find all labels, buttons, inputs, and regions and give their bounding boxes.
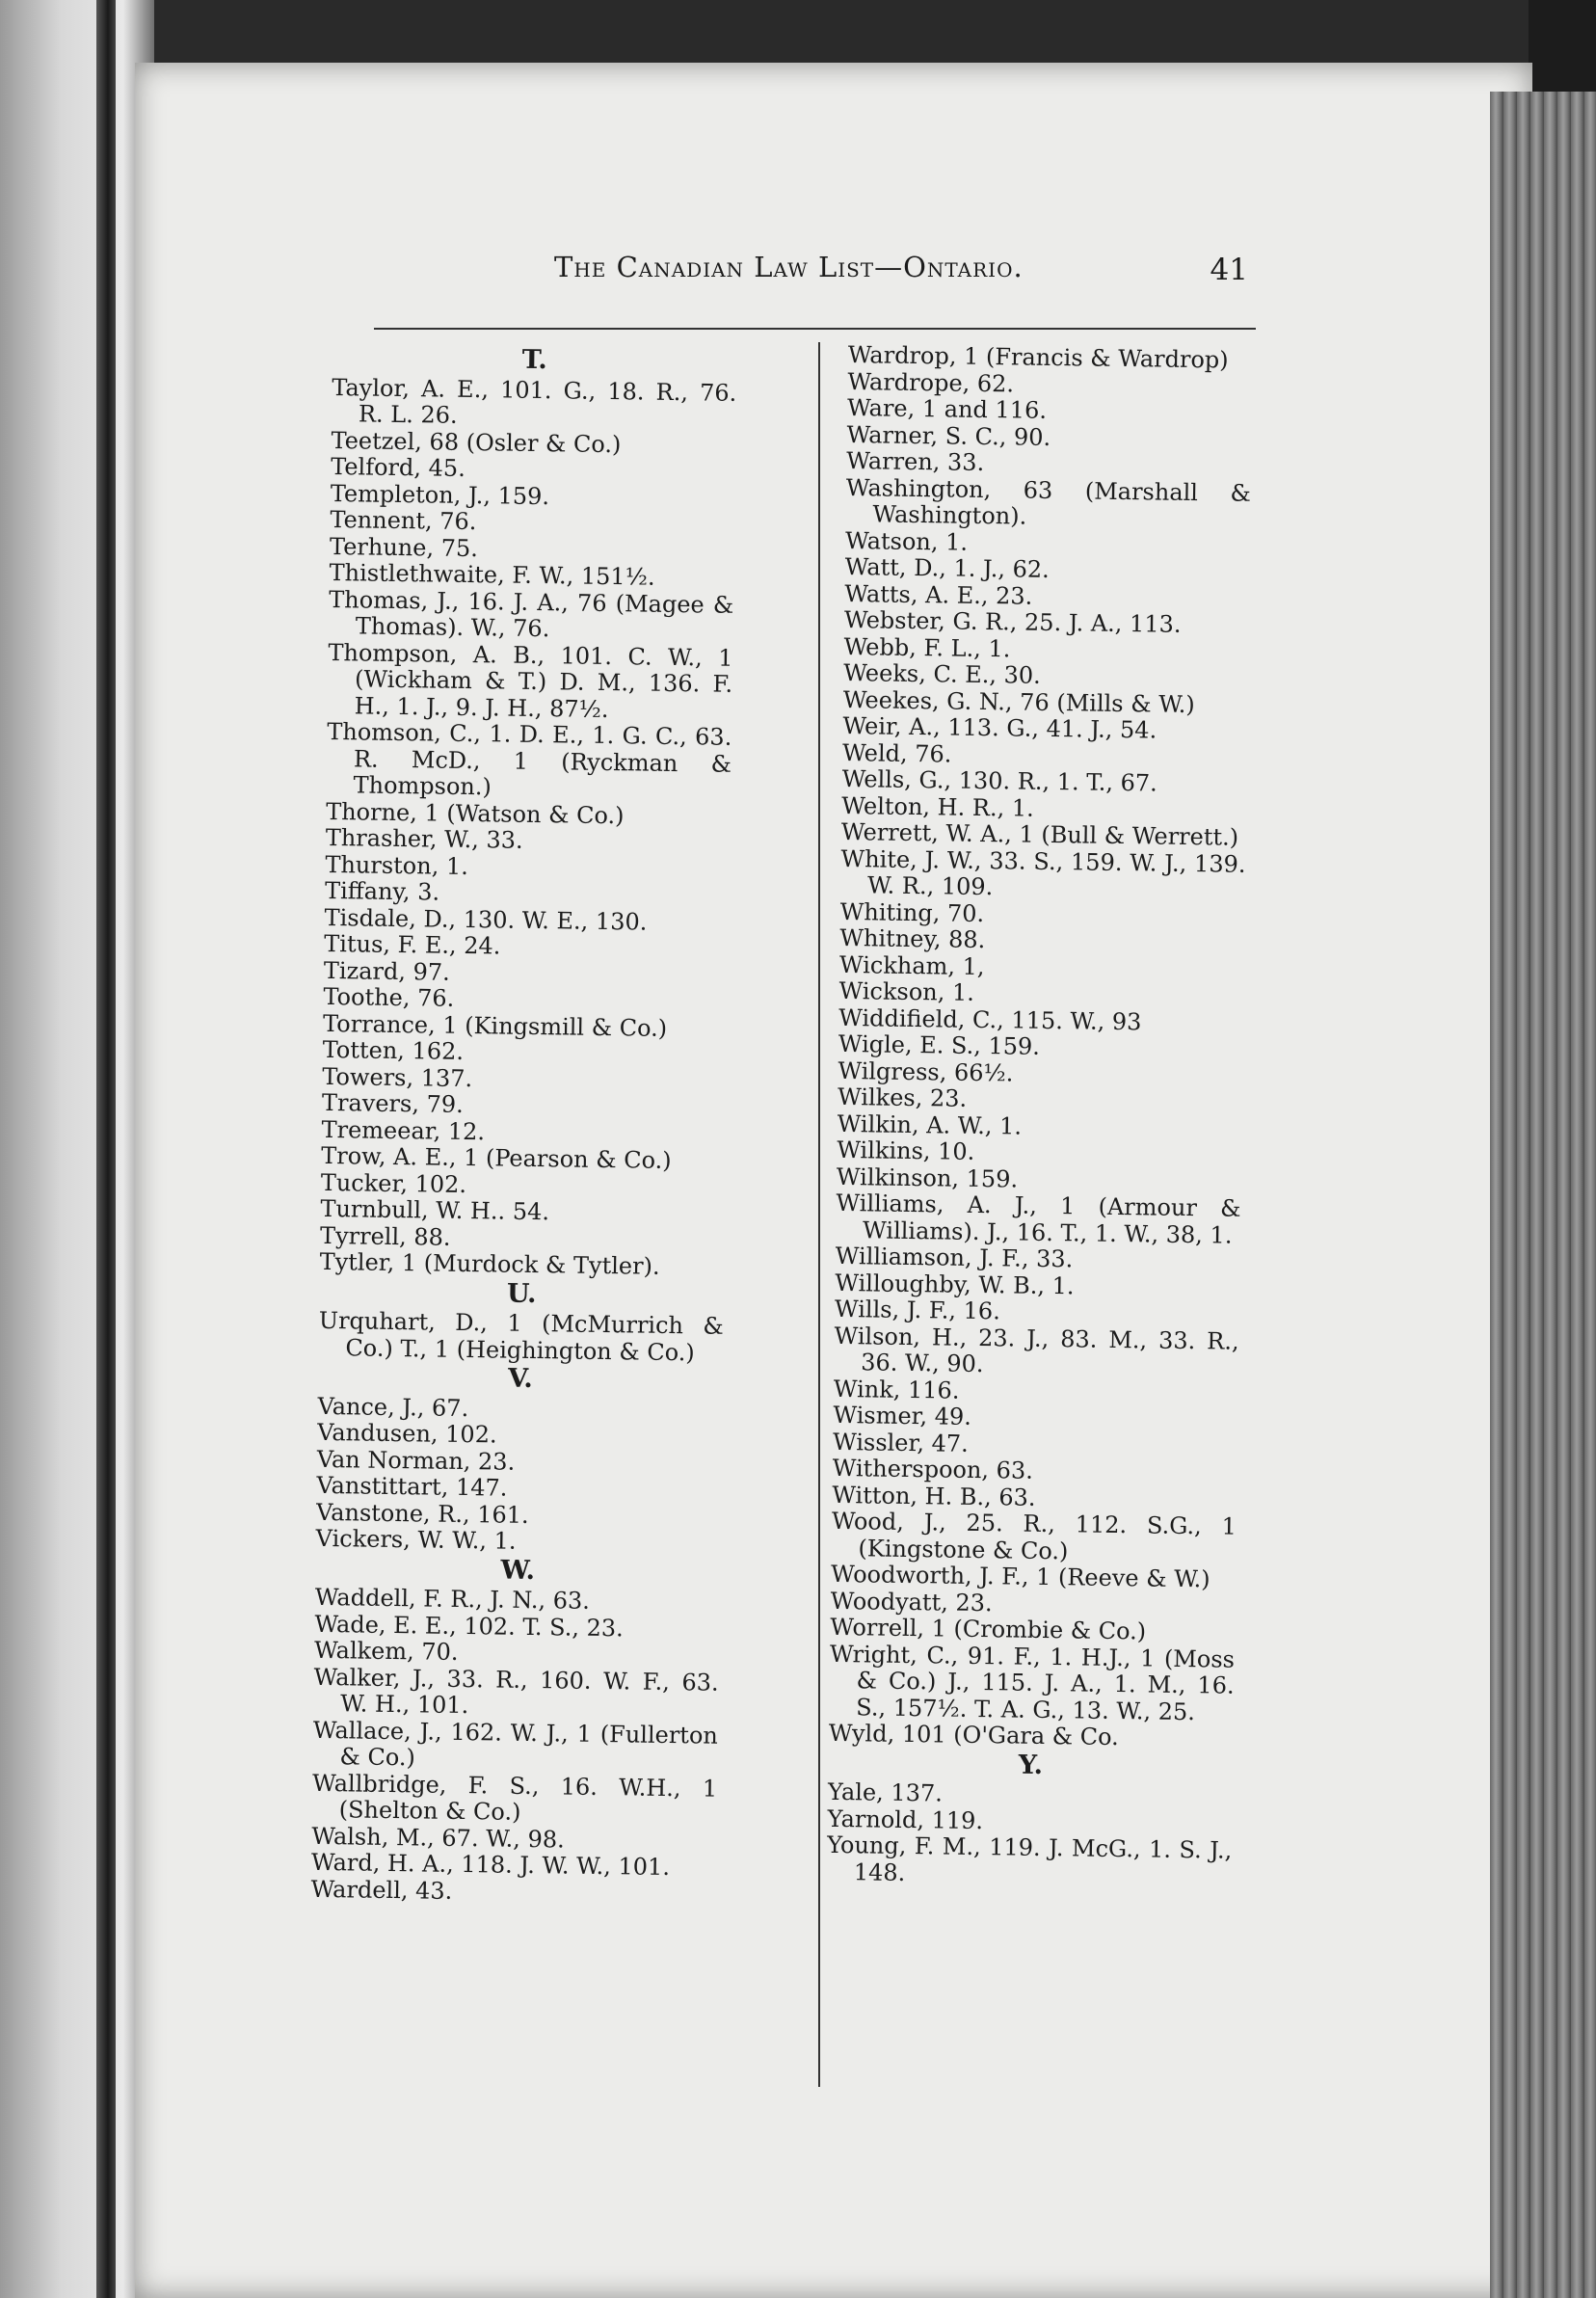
section-letter: Y. [1018,1750,1044,1780]
directory-entry: Whitney, 88. [839,923,986,954]
directory-entry: Wilkinson, 159. [836,1162,1019,1193]
directory-entry: Woodyatt, 23. [830,1587,993,1617]
directory-entry: Urquhart, D., 1 (McMurrich & Co.) T., 1 (Heighington & Co.) [318,1306,724,1366]
directory-entry: Warren, 33. [846,446,985,476]
directory-entry: Van Norman, 23. [316,1445,516,1476]
directory-entry: Waddell, F. R., J. N., 63. [314,1583,591,1615]
left-column [310,342,737,1909]
directory-entry: Ward, H. A., 118. J. W. W., 101. [310,1848,671,1882]
directory-entry: Teetzel, 68 (Osler & Co.) [331,426,622,458]
section-letter: T. [521,344,547,376]
directory-entry: Woodworth, J. F., 1 (Reeve & W.) [830,1560,1210,1593]
directory-entry: Walkem, 70. [313,1636,459,1666]
directory-entry: Vickers, W. W., 1. [315,1524,517,1555]
directory-entry: Wallace, J., 162. W. J., 1 (Fullerton & Co.) [312,1716,719,1772]
directory-entry: Washington, 63 (Marshall & Washington). [845,473,1252,530]
directory-entry: Ware, 1 and 116. [846,393,1048,424]
directory-entry: Vandusen, 102. [317,1418,497,1449]
directory-entry: Wyld, 101 (O'Gara & Co. [828,1719,1120,1751]
directory-entry: Wood, J., 25. R., 112. S.G., 1 (Kingstone & Co.) [831,1507,1237,1564]
directory-entry: Weir, A., 113. G., 41. J., 54. [842,711,1157,744]
book-spine [96,0,116,2298]
directory-entry: Watts, A. E., 23. [844,579,1033,610]
directory-entry: Watt, D., 1. J., 62. [844,552,1050,583]
directory-entry: Torrance, 1 (Kingsmill & Co.) [322,1009,668,1042]
directory-entry: Thorne, 1 (Watson & Co.) [326,797,625,829]
page-edges [1490,92,1596,2298]
section-letter: U. [506,1278,537,1309]
directory-entry: Walsh, M., 67. W., 98. [311,1822,565,1854]
directory-entry: Tyrrell, 88. [319,1221,451,1251]
directory-entry: Wissler, 47. [832,1428,969,1457]
directory-entry: Young, F. M., 119. J. McG., 1. S. J., 148. [827,1830,1233,1886]
directory-entry: Wigle, E. S., 159. [838,1029,1041,1060]
directory-entry: Turnbull, W. H.. 54. [320,1194,550,1226]
column-divider [818,342,820,2087]
directory-entry: Yarnold, 119. [827,1804,984,1834]
directory-entry: Titus, F. E., 24. [324,929,501,960]
directory-entry: Tucker, 102. [320,1168,467,1198]
directory-entry: Tytler, 1 (Murdock & Tytler). [319,1247,660,1280]
directory-entry: Willoughby, W. B., 1. [835,1269,1075,1299]
directory-entry: Tremeear, 12. [321,1115,486,1145]
directory-entry: Wickson, 1. [838,976,975,1006]
directory-entry: Witton, H. B., 63. [832,1481,1036,1511]
facing-page [0,0,154,2298]
directory-entry: Welton, H. R., 1. [841,791,1034,822]
directory-entry: Wink, 116. [833,1375,960,1404]
directory-entry: Watson, 1. [844,526,969,556]
directory-entry: Yale, 137. [827,1777,944,1807]
page-number: 41 [1210,253,1248,287]
directory-entry: Toothe, 76. [323,982,455,1012]
directory-entry: Wallbridge, F. S., 16. W.H., 1 (Shelton & Co.) [311,1769,718,1826]
section-letter: W. [500,1555,536,1586]
directory-entry: Wismer, 49. [833,1401,972,1430]
directory-entry: Widdifield, C., 115. W., 93 [838,1003,1142,1035]
directory-entry: Tennent, 76. [330,505,477,536]
directory-entry: Thomson, C., 1. D. E., 1. G. C., 63. R. McD., 1 (Ryckman & Thompson.) [327,717,732,801]
directory-entry: Wilkins, 10. [837,1136,975,1165]
directory-entry: Webster, G. R., 25. J. A., 113. [843,605,1182,638]
directory-entry: Warner, S. C., 90. [846,420,1051,451]
directory-entry: Walker, J., 33. R., 160. W. F., 63. W. H., 101. [313,1663,719,1720]
directory-entry: Wade, E. E., 102. T. S., 23. [314,1610,624,1642]
directory-entry: Thistlethwaite, F. W., 151½. [329,558,655,591]
directory-entry: Tizard, 97. [323,956,450,986]
header-rule [374,328,1256,330]
directory-entry: Weekes, G. N., 76 (Mills & W.) [842,685,1195,718]
directory-entry: Telford, 45. [331,452,466,482]
directory-entry: Taylor, A. E., 101. G., 18. R., 76. R. L. 26. [332,373,737,429]
directory-entry: Tiffany, 3. [324,876,440,906]
directory-entry: Wickham, 1, [838,950,985,980]
directory-entry: Thurston, 1. [325,850,469,880]
directory-entry: Whiting, 70. [839,897,985,927]
directory-entry: Wardell, 43. [310,1875,453,1905]
directory-entry: Wells, G., 130. R., 1. T., 67. [841,764,1157,797]
directory-entry: Williams, A. J., 1 (Armour & Williams). J., 16. T., 1. W., 38, 1. [836,1189,1241,1249]
directory-entry: Towers, 137. [322,1062,473,1092]
directory-entry: Vance, J., 67. [317,1392,469,1422]
directory-entry: Thompson, A. B., 101. C. W., 1 (Wickham & T.) D. M., 136. F. H., 1. J., 9. J. H., 87½. [328,638,733,723]
directory-entry: Worrell, 1 (Crombie & Co.) [830,1613,1147,1645]
directory-entry: Wright, C., 91. F., 1. H.J., 1 (Moss & Co.) J., 115. J. A., 1. M., 16. S., 157½. T. A. G., 13. W., 25. [829,1640,1236,1725]
directory-entry: Vanstittart, 147. [316,1471,508,1502]
directory-entry: Terhune, 75. [329,532,479,562]
directory-entry: Travers, 79. [321,1088,464,1118]
directory-entry: Weld, 76. [841,738,952,768]
directory-entry: White, J. W., 33. S., 159. W. J., 139. W. R., 109. [840,844,1246,901]
directory-entry: Totten, 162. [322,1035,465,1065]
running-header [554,251,1248,299]
directory-entry: Wilson, H., 23. J., 83. M., 33. R., 36. W., 90. [834,1322,1239,1378]
directory-entry: Wardrope, 62. [847,367,1015,397]
directory-entry: Wilgress, 66½. [838,1056,1014,1086]
directory-entry: Wilkin, A. W., 1. [837,1109,1023,1140]
directory-entry: Witherspoon, 63. [832,1454,1034,1484]
directory-entry: Wills, J. F., 16. [834,1295,1001,1325]
directory-entry: Werrett, W. A., 1 (Bull & Werrett.) [840,817,1239,851]
directory-entry: Webb, F. L., 1. [843,632,1011,662]
directory-entry: Weeks, C. E., 30. [843,658,1041,689]
directory-entry: Vanstone, R., 161. [315,1498,529,1529]
directory-entry: Williamson, J. F., 33. [835,1242,1074,1273]
directory-entry: Templeton, J., 159. [330,479,550,510]
directory-entry: Wilkes, 23. [837,1082,968,1112]
directory-entry: Wardrop, 1 (Francis & Wardrop) [847,341,1229,374]
directory-entry: Thrasher, W., 33. [325,823,523,854]
running-title: The Canadian Law List—Ontario. [554,251,1024,283]
directory-entry: Trow, A. E., 1 (Pearson & Co.) [321,1141,672,1174]
directory-entry: Thomas, J., 16. J. A., 76 (Magee & Thomas). W., 76. [329,585,734,643]
section-letter: V. [507,1363,534,1395]
right-column [827,342,1253,1891]
directory-entry: Tisdale, D., 130. W. E., 130. [324,903,648,936]
